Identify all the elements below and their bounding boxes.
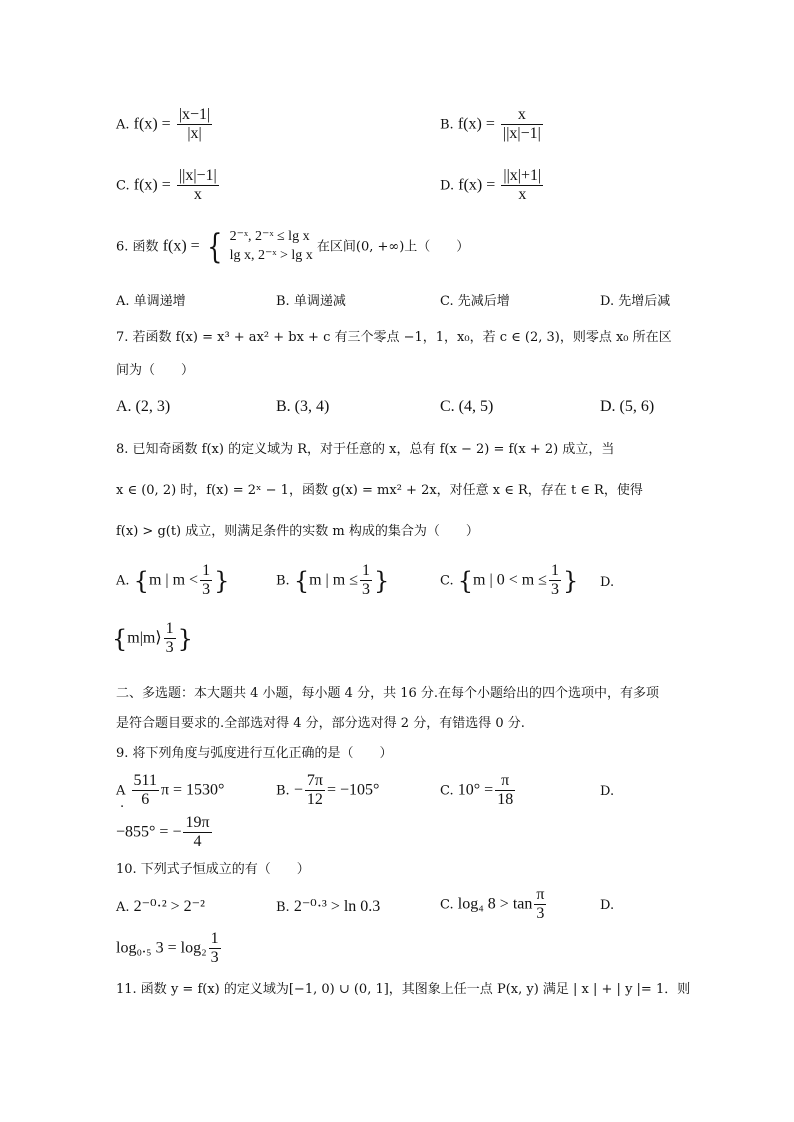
case-2: lg x, 2⁻ˣ > lg x [229,247,313,263]
fraction [495,772,515,810]
set-condition: m | 0 < m ≤ [473,571,547,589]
q10-option-d[interactable] [116,930,223,968]
fraction [501,106,543,144]
q9-option-c[interactable] [440,772,517,810]
numerator: ||x|−1| [177,167,219,186]
expression: log₄ 8 > tan [457,895,533,913]
denominator: |x| [187,125,202,143]
option-label: A. [116,573,130,589]
q8-option-a[interactable] [116,562,229,600]
q9-option-a[interactable] [116,772,224,810]
question-8-line-3: f(x) > g(t) 成立，则满足条件的实数 m 构成的集合为（ ） [116,524,479,539]
expression: = −105° [326,781,380,799]
fraction [534,886,546,924]
fraction [132,772,159,810]
q6-suffix: 在区间(0, +∞)上（ ） [316,239,470,255]
q6-function: f(x) = [162,237,200,255]
numerator: x [501,106,543,125]
numerator: 1 [549,562,561,581]
denominator: x [193,186,202,204]
q5-option-b[interactable] [440,106,545,144]
numerator: 7π [305,772,325,791]
option-label: C. [440,573,454,589]
denominator: 18 [497,791,514,809]
denominator: 3 [361,581,370,599]
expression: log₀.₅ 3 = log₂ [116,939,207,957]
option-label: C. [116,178,130,194]
left-brace-icon: { [112,624,128,653]
q9-option-b[interactable] [276,772,379,810]
set-condition: m | m < [148,571,199,589]
piecewise-cases [230,228,313,266]
option-label: B. [440,117,454,133]
set-condition: m | m ≤ [309,571,358,589]
question-9-stem: 9. 将下列角度与弧度进行互化正确的是（ ） [116,746,393,761]
q6-option-a[interactable]: A. 单调递增 [116,294,186,309]
numerator: π [495,772,515,791]
denominator: x [518,186,527,204]
left-brace-icon: { [133,566,149,595]
q5-option-c[interactable] [116,167,221,205]
q7-option-c[interactable]: C. (4, 5) [440,398,494,415]
q9-option-d-label[interactable]: D. [600,784,615,799]
numerator: ||x|+1| [501,167,543,186]
question-8-line-2: x ∈ (0, 2) 时，f(x) = 2ˣ − 1，函数 g(x) = mx² + 2x，对任意 x ∈ R，存在 t ∈ R，使得 [116,483,643,498]
right-brace-icon: } [562,566,579,595]
left-brace-icon: { [293,566,310,595]
question-11-line-1: 11. 函数 y = f(x) 的定义域为[−1, 0) ∪ (0, 1]，其图象上任一点 P(x, y) 满足 | x | + | y |= 1．则 [116,982,691,997]
right-brace-icon: } [177,624,193,653]
q8-option-b[interactable] [276,562,389,600]
denominator: 3 [210,949,219,967]
fraction [305,772,325,810]
option-label: C. [440,783,454,799]
function-lhs: f(x) = [458,176,496,194]
question-6-stem [116,228,469,266]
option-label: B. [276,783,290,799]
denominator: 3 [550,581,559,599]
fraction [183,814,211,852]
fraction [549,562,561,600]
question-8-line-1: 8. 已知奇函数 f(x) 的定义域为 R，对于任意的 x，总有 f(x − 2) = f(x + 2) 成立，当 [116,442,615,457]
q6-option-c[interactable]: C. 先减后增 [440,294,510,309]
q10-option-d-label[interactable]: D. [600,898,615,913]
question-7-line-2: 间为（ ） [116,363,195,378]
numerator: 1 [209,930,221,949]
q10-option-c[interactable] [440,886,548,924]
expression: 2⁻⁰·² > 2⁻² [133,898,205,915]
right-brace-icon: } [373,566,390,595]
expression: π = 1530° [160,781,225,799]
right-brace-icon: } [214,566,230,595]
q5-option-a[interactable] [116,106,214,144]
q7-option-b[interactable]: B. (3, 4) [276,398,330,415]
function-lhs: f(x) = [133,115,171,133]
fraction [177,106,212,144]
q9-option-d[interactable] [116,814,214,852]
q8-option-d-label[interactable]: D. [600,575,615,590]
option-label: B. [276,573,290,589]
expression: 2⁻⁰·³ > ln 0.3 [293,898,381,915]
section-2-line-2: 是符合题目要求的.全部选对得 4 分，部分选对得 2 分，有错选得 0 分. [116,716,525,731]
q6-option-b[interactable]: B. 单调递减 [276,294,346,309]
numerator: 19π [183,814,211,833]
section-2-line-1: 二、多选题：本大题共 4 小题，每小题 4 分，共 16 分.在每个小题给出的四个选项中，有多项 [116,686,660,701]
denominator: 3 [165,639,174,657]
expression: 10° = [457,781,494,799]
fraction [164,620,176,658]
denominator: 6 [141,791,150,809]
option-label: A. [116,900,130,915]
expression: −855° = − [116,823,182,841]
denominator: 3 [202,581,211,599]
numerator: 1 [360,562,372,581]
fraction [200,562,212,600]
function-lhs: f(x) = [457,115,495,133]
case-1: 2⁻ˣ, 2⁻ˣ ≤ lg x [229,229,310,244]
q5-option-d[interactable] [440,167,545,205]
denominator: 3 [536,905,545,923]
expression: − [293,781,303,799]
q8-option-c[interactable] [440,562,578,600]
denominator: 4 [193,833,202,851]
numerator: 1 [164,620,176,639]
option-label: C. [440,897,454,913]
fraction [360,562,372,600]
numerator: |x−1| [177,106,212,125]
function-lhs: f(x) = [133,176,171,194]
q7-option-a[interactable]: A. (2, 3) [116,398,171,415]
fraction [177,167,219,205]
set-condition: m|m⟩ [127,629,162,647]
q7-option-d[interactable]: D. (5, 6) [600,398,655,415]
option-label: B. [276,900,290,915]
question-10-stem: 10. 下列式子恒成立的有（ ） [116,862,310,877]
q10-option-b[interactable] [276,896,380,916]
q9-option-a-dot: . [120,796,125,811]
question-7-line-1: 7. 若函数 f(x) = x³ + ax² + bx + c 有三个零点 −1，1，x₀，若 c ∈ (2, 3)，则零点 x₀ 所在区 [116,330,672,345]
numerator: 511 [132,772,159,791]
option-label: D. [440,178,455,194]
q8-option-d[interactable] [112,620,193,658]
denominator: 12 [306,791,323,809]
numerator: π [534,886,546,905]
q6-prefix: 6. 函数 [116,239,159,255]
fraction [209,930,221,968]
fraction [501,167,543,205]
q10-option-a[interactable] [116,896,205,916]
q6-option-d[interactable]: D. 先增后减 [600,294,671,309]
left-brace-icon: { [207,226,223,267]
left-brace-icon: { [457,566,474,595]
numerator: 1 [200,562,212,581]
denominator: ||x|−1| [502,125,541,143]
option-label: A. [116,117,130,133]
option-label: A [116,783,126,799]
